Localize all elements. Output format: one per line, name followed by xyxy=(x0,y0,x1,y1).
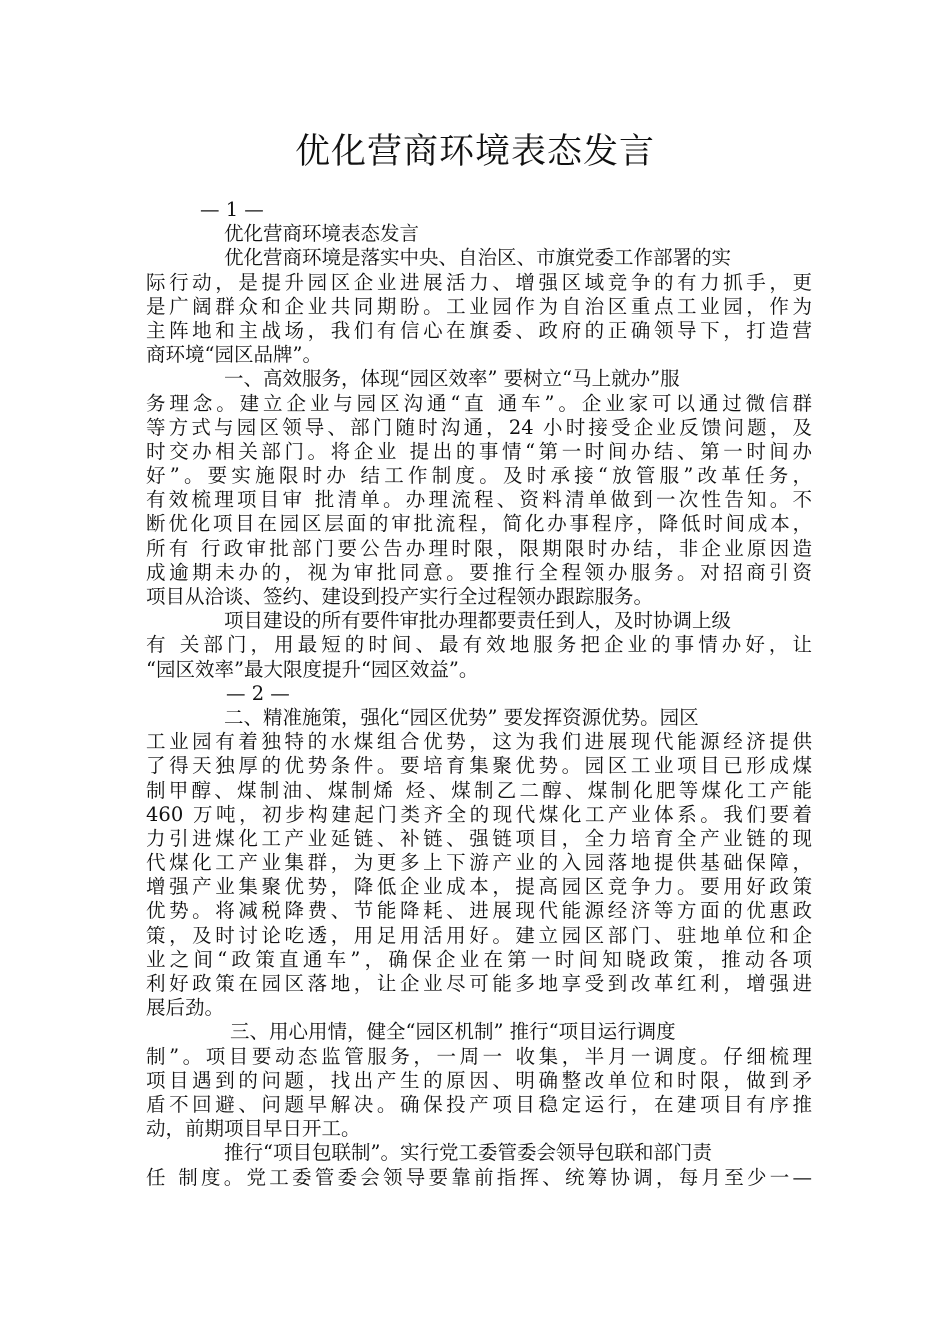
text-line: 务理念。建立企业与园区沟通“直 通车”。企业家可以通过微信群 xyxy=(146,391,812,415)
text-line: 所有 行政审批部门要公告办理时限，限期限时办结，非企业原因造 xyxy=(146,536,812,560)
page-marker: — 1 — xyxy=(200,198,264,221)
text-line: 三、用心用情，健全“园区机制” 推行“项目运行调度 xyxy=(230,1020,676,1044)
text-line: 断优化项目在园区层面的审批流程，简化办事程序，降低时间成本， xyxy=(146,512,812,536)
text-line: 一、高效服务，体现“园区效率” 要树立“马上就办”服 xyxy=(224,367,680,391)
text-line: 460 万吨，初步构建起门类齐全的现代煤化工产业体系。我们要着 xyxy=(146,802,812,826)
text-line: 代煤化工产业集群，为更多上下游产业的入园落地提供基础保障， xyxy=(146,851,812,875)
subtitle: 优化营商环境表态发言 xyxy=(224,222,420,246)
text-line: 好”。要实施限时办 结工作制度。及时承接“放管服”改革任务， xyxy=(146,464,812,488)
text-line: 优势。将减税降费、节能降耗、进展现代能源经济等方面的优惠政 xyxy=(146,899,812,923)
text-line: 增强产业集聚优势，降低企业成本，提高园区竞争力。要用好政策 xyxy=(146,875,812,899)
text-line: 工业园有着独特的水煤组合优势，这为我们进展现代能源经济提供 xyxy=(146,730,812,754)
text-line: 项目建设的所有要件审批办理都要责任到人，及时协调上级 xyxy=(224,609,732,633)
text-line: 优化营商环境是落实中央、自治区、市旗党委工作部署的实 xyxy=(224,246,732,270)
text-line: 推行“项目包联制”。实行党工委管委会领导包联和部门责 xyxy=(224,1141,712,1165)
text-line: 展后劲。 xyxy=(146,996,225,1020)
text-line: 盾不回避、问题早解决。确保投产项目稳定运行，在建项目有序推 xyxy=(146,1092,812,1116)
text-line: 力引进煤化工产业延链、补链、强链项目，全力培育全产业链的现 xyxy=(146,826,812,850)
text-line: 任 制度。党工委管委会领导要靠前指挥、统筹协调，每月至少一— xyxy=(146,1165,812,1189)
text-line: 利好政策在园区落地，让企业尽可能多地享受到改革红利，增强进 xyxy=(146,972,812,995)
document-title: 优化营商环境表态发言 xyxy=(294,132,655,172)
text-line: 动，前期项目早日开工。 xyxy=(146,1117,361,1141)
text-line: 际行动，是提升园区企业进展活力、增强区域竞争的有力抓手，更 xyxy=(146,270,812,294)
text-line: 有 关部门，用最短的时间、最有效地服务把企业的事情办好，让 xyxy=(146,633,812,657)
text-line: 主阵地和主战场，我们有信心在旗委、政府的正确领导下，打造营 xyxy=(146,318,812,342)
text-line: 项目遇到的问题，找出产生的原因、明确整改单位和时限，做到矛 xyxy=(146,1068,812,1092)
text-line: 等方式与园区领导、部门随时沟通，24 小时接受企业反馈问题，及 xyxy=(146,415,812,439)
text-line: 时交办相关部门。将企业 提出的事情“第一时间办结、第一时间办 xyxy=(146,439,812,463)
text-line: 项目从洽谈、签约、建设到投产实行全过程领办跟踪服务。 xyxy=(146,585,654,608)
text-line: 制甲醇、煤制油、煤制烯 烃、煤制乙二醇、煤制化肥等煤化工产能 xyxy=(146,778,812,802)
text-line: 业之间“政策直通车”，确保企业在第一时间知晓政策，推动各项 xyxy=(146,947,812,971)
text-line: 制”。项目要动态监管服务，一周一 收集，半月一调度。仔细梳理 xyxy=(146,1044,812,1068)
document-body xyxy=(146,198,812,1190)
text-line: “园区效率”最大限度提升“园区效益”。 xyxy=(146,657,479,681)
text-line: 有效梳理项目审 批清单。办理流程、资料清单做到一次性告知。不 xyxy=(146,488,812,512)
text-line: 商环境“园区品牌”。 xyxy=(146,343,322,367)
text-line: 是广阔群众和企业共同期盼。工业园作为自治区重点工业园，作为 xyxy=(146,294,812,318)
text-line: 成逾期未办的，视为审批同意。要推行全程领办服务。对招商引资 xyxy=(146,560,812,584)
text-line: 策，及时讨论吃透，用足用活用好。建立园区部门、驻地单位和企 xyxy=(146,923,812,947)
text-line: 二、精准施策，强化“园区优势” 要发挥资源优势。园区 xyxy=(224,705,699,729)
page-marker: — 2 — xyxy=(226,681,290,705)
text-line: 了得天独厚的优势条件。要培育集聚优势。园区工业项目已形成煤 xyxy=(146,754,812,778)
